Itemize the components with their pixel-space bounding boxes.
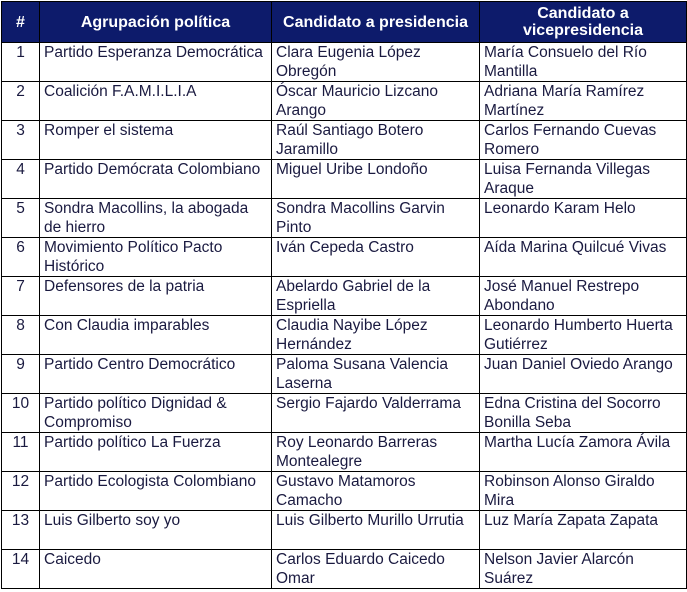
cell-num: 5: [2, 199, 40, 238]
cell-vice: Leonardo Karam Helo: [480, 199, 687, 238]
table-row: [2, 238, 687, 277]
candidates-table: [1, 1, 687, 589]
cell-vice: Adriana María Ramírez Martínez: [480, 82, 687, 121]
cell-num: 2: [2, 82, 40, 121]
cell-president: Raúl Santiago Botero Jaramillo: [272, 121, 480, 160]
table-row: [2, 277, 687, 316]
cell-president: Gustavo Matamoros Camacho: [272, 472, 480, 511]
cell-vice: Robinson Alonso Giraldo Mira: [480, 472, 687, 511]
cell-party: Partido político Dignidad & Compromiso: [40, 394, 272, 433]
cell-party: Luis Gilberto soy yo: [40, 511, 272, 550]
cell-vice: Carlos Fernando Cuevas Romero: [480, 121, 687, 160]
header-vice: Candidato a vicepresidencia: [480, 2, 687, 43]
cell-num: 6: [2, 238, 40, 277]
cell-president: Clara Eugenia López Obregón: [272, 43, 480, 82]
cell-president: Roy Leonardo Barreras Montealegre: [272, 433, 480, 472]
cell-num: 13: [2, 511, 40, 550]
cell-president: Abelardo Gabriel de la Espriella: [272, 277, 480, 316]
cell-party: Partido político La Fuerza: [40, 433, 272, 472]
cell-president: Sondra Macollins Garvin Pinto: [272, 199, 480, 238]
cell-num: 3: [2, 121, 40, 160]
cell-party: Movimiento Político Pacto Histórico: [40, 238, 272, 277]
cell-president: Claudia Nayibe López Hernández: [272, 316, 480, 355]
cell-num: 14: [2, 550, 40, 589]
cell-vice: Leonardo Humberto Huerta Gutiérrez: [480, 316, 687, 355]
cell-vice: Nelson Javier Alarcón Suárez: [480, 550, 687, 589]
table-row: [2, 82, 687, 121]
cell-party: Partido Centro Democrático: [40, 355, 272, 394]
cell-num: 8: [2, 316, 40, 355]
cell-num: 1: [2, 43, 40, 82]
cell-vice: Juan Daniel Oviedo Arango: [480, 355, 687, 394]
header-party: Agrupación política: [40, 2, 272, 43]
cell-party: Partido Demócrata Colombiano: [40, 160, 272, 199]
table-row: [2, 394, 687, 433]
cell-party: Caicedo: [40, 550, 272, 589]
header-president: Candidato a presidencia: [272, 2, 480, 43]
cell-num: 11: [2, 433, 40, 472]
cell-vice: María Consuelo del Río Mantilla: [480, 43, 687, 82]
cell-vice: Martha Lucía Zamora Ávila: [480, 433, 687, 472]
table-row: [2, 355, 687, 394]
cell-party: Romper el sistema: [40, 121, 272, 160]
cell-num: 7: [2, 277, 40, 316]
table-row: [2, 199, 687, 238]
table-row: [2, 43, 687, 82]
table-row: [2, 121, 687, 160]
cell-party: Coalición F.A.M.I.L.I.A: [40, 82, 272, 121]
table-body: [2, 43, 687, 589]
cell-party: Partido Esperanza Democrática: [40, 43, 272, 82]
cell-party: Defensores de la patria: [40, 277, 272, 316]
table-row: [2, 472, 687, 511]
cell-num: 12: [2, 472, 40, 511]
cell-president: Paloma Susana Valencia Laserna: [272, 355, 480, 394]
cell-vice: Aída Marina Quilcué Vivas: [480, 238, 687, 277]
header-row: [2, 2, 687, 43]
table-row: [2, 316, 687, 355]
cell-num: 10: [2, 394, 40, 433]
cell-party: Sondra Macollins, la abogada de hierro: [40, 199, 272, 238]
cell-vice: Luisa Fernanda Villegas Araque: [480, 160, 687, 199]
cell-party: Partido Ecologista Colombiano: [40, 472, 272, 511]
cell-vice: Edna Cristina del Socorro Bonilla Seba: [480, 394, 687, 433]
cell-president: Óscar Mauricio Lizcano Arango: [272, 82, 480, 121]
cell-president: Luis Gilberto Murillo Urrutia: [272, 511, 480, 550]
cell-president: Carlos Eduardo Caicedo Omar: [272, 550, 480, 589]
table-row: [2, 511, 687, 550]
table-row: [2, 550, 687, 589]
header-num: #: [2, 2, 40, 43]
table-row: [2, 160, 687, 199]
cell-president: Iván Cepeda Castro: [272, 238, 480, 277]
cell-num: 9: [2, 355, 40, 394]
cell-vice: José Manuel Restrepo Abondano: [480, 277, 687, 316]
cell-num: 4: [2, 160, 40, 199]
cell-president: Miguel Uribe Londoño: [272, 160, 480, 199]
cell-vice: Luz María Zapata Zapata: [480, 511, 687, 550]
table-row: [2, 433, 687, 472]
cell-party: Con Claudia imparables: [40, 316, 272, 355]
cell-president: Sergio Fajardo Valderrama: [272, 394, 480, 433]
